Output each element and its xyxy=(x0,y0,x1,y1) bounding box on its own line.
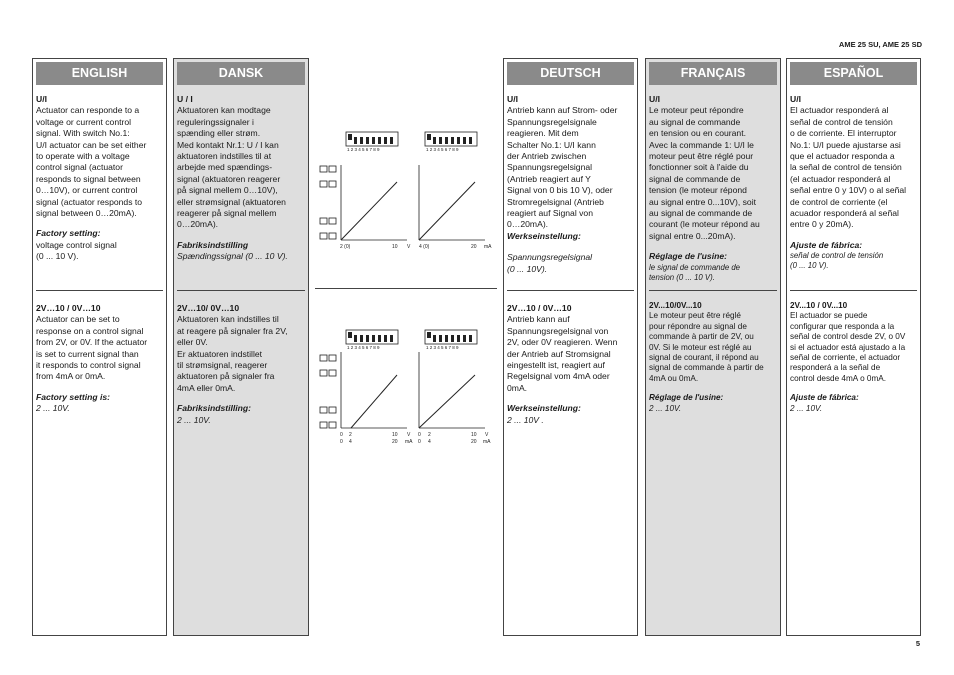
section-signal-range xyxy=(507,303,634,426)
section-signal-range xyxy=(36,303,163,415)
column-title: DANSK xyxy=(177,62,305,85)
factory-setting-value: le signal de commande de tension (0 ... 10 V). xyxy=(649,262,741,282)
axis-lines xyxy=(419,352,485,428)
factory-setting-value: 2 ... 10V. xyxy=(649,403,682,413)
tick-label: 0 xyxy=(340,432,343,438)
axis-lines xyxy=(341,352,407,428)
section-label: 2V…10/ 0V…10 xyxy=(177,303,240,313)
tick-label: V xyxy=(485,432,489,438)
section-label: U/I xyxy=(649,94,660,104)
column-title: ENGLISH xyxy=(36,62,163,85)
characteristic-line xyxy=(341,182,397,240)
actuator-symbols-top xyxy=(320,166,336,239)
factory-setting-label: Ajuste de fábrica: xyxy=(790,393,859,403)
tick-label: 10 xyxy=(392,244,398,250)
factory-setting-value: 2 ... 10V . xyxy=(507,414,544,425)
factory-setting-value: 2 ... 10V. xyxy=(790,403,823,413)
section-label: U/I xyxy=(507,94,518,104)
tick-label: 4 xyxy=(349,439,352,445)
tick-label: V xyxy=(407,244,411,250)
section-signal-range xyxy=(790,301,917,414)
factory-setting-label: Réglage de l'usine: xyxy=(649,393,724,403)
section-divider xyxy=(649,290,777,291)
factory-setting-label: Ajuste de fábrica: xyxy=(790,239,863,250)
section-text: Le moteur peut être réglé pour répondre au signal de commande à partir de 2V, ou 0V. Si le moteur est réglé au signal de courant, il répond au signal de commande à partir de 4mA ou 0mA. xyxy=(649,311,764,383)
section-ui xyxy=(177,94,305,263)
section-label: 2V...10/0V...10 xyxy=(649,301,702,310)
characteristic-line xyxy=(419,182,475,240)
tick-label: 2 xyxy=(349,432,352,438)
section-label: U/I xyxy=(36,94,47,104)
tick-label: 0 xyxy=(340,439,343,445)
section-divider xyxy=(790,290,917,291)
actuator-symbols-bottom xyxy=(320,355,336,428)
characteristic-line xyxy=(419,375,475,428)
section-text: Le moteur peut répondre au signal de commande en tension ou en courant. Avec la commande 1: U/I le moteur peut être réglé pour fonctionner soit à l'aide du signal de commande de tension (le moteur répond au signal entre 0...10V), soit au signal de commande de courant (le moteur répond au signal entre 0...20mA). xyxy=(649,105,760,241)
section-label: 2V…10 / 0V…10 xyxy=(507,303,572,313)
tick-label: 10 xyxy=(392,432,398,438)
section-ui xyxy=(790,94,917,271)
factory-setting-value: 2 ... 10V. xyxy=(177,414,211,425)
document-header: AME 25 SU, AME 25 SD xyxy=(838,40,922,49)
factory-setting-value: Spændingssignal (0 ... 10 V). xyxy=(177,251,288,262)
column-english xyxy=(32,58,167,636)
section-ui xyxy=(507,94,634,275)
tick-label: 4 (0) xyxy=(419,244,430,250)
characteristic-diagrams xyxy=(315,120,500,450)
tick-label: 10 xyxy=(471,432,477,438)
section-divider xyxy=(507,290,634,291)
tick-label: 4 xyxy=(428,439,431,445)
factory-setting-value: 2 ... 10V. xyxy=(36,403,70,414)
tick-label: mA xyxy=(405,439,413,445)
column-espanol xyxy=(786,58,921,636)
tick-label: 2 xyxy=(428,432,431,438)
column-title: DEUTSCH xyxy=(507,62,634,85)
dip-numbers: 1 2 3 4 5 6 7 8 9 xyxy=(347,147,380,152)
column-dansk xyxy=(173,58,309,636)
section-signal-range xyxy=(649,301,777,414)
section-text: El actuador responderá al señal de control de tensión o de corriente. El interruptor No.1: U/I puede ajustarse asi que el actuador responda a la señal de control de tensión (el actuador responderá al señal entre 0 y 10V) o al señal de control de corriente (el acuador responderá al señal entre 0 y 20mA). xyxy=(790,105,907,230)
factory-setting-label: Factory setting is: xyxy=(36,391,111,402)
section-text: Actuator can responde to a voltage or current control signal. With switch No.1: U/I actuator can be set either to operate with a voltage control signal (actuator responds to signal between 0…10V), or current control signal (actuator responds to signal between 0…20mA). xyxy=(36,105,147,219)
tick-label: 2 (0) xyxy=(340,244,351,250)
tick-label: V xyxy=(407,432,411,438)
section-divider xyxy=(36,290,163,291)
column-francais xyxy=(645,58,781,636)
section-text: Aktuatoren kan indstilles til at reagere på signaler fra 2V, eller 0V. Er aktuatoren indstillet til strømsignal, reagerer aktuatoren på signaler fra 4mA eller 0mA. xyxy=(177,314,288,393)
section-label: 2V…10 / 0V…10 xyxy=(36,303,101,313)
dip-numbers: 1 2 3 4 5 6 7 8 9 xyxy=(347,345,380,350)
section-signal-range xyxy=(177,303,305,426)
page-number: 5 xyxy=(915,639,920,648)
section-text: El actuador se puede configurar que responda a la señal de control desde 2V, o 0V si el actuador está ajustado a la señal de corriente, el actuador responderá a la señal de control desde 4mA o 0mA. xyxy=(790,311,906,383)
column-title: ESPAÑOL xyxy=(790,62,917,85)
section-text: Aktuatoren kan modtage reguleringssignaler i spænding eller strøm. Med kontakt Nr.1: U / I kan aktuatoren indstilles til at arbejde med spændings- signal (aktuatoren reagerer på signal mellem 0…10V), eller strømsignal (aktuatoren reagerer på signal mellem 0…20mA). xyxy=(177,105,286,230)
factory-setting-label: Werkseinstellung: xyxy=(507,403,581,414)
factory-setting-label: Werkseinstellung: xyxy=(507,230,581,241)
section-text: Antrieb kann auf Spannungsregelsignal von 2V, oder 0V reagieren. Wenn der Antrieb auf Stromsignal eingestellt ist, reagiert auf Regelsignal vom 4mA oder 0mA. xyxy=(507,314,618,393)
diagram-divider xyxy=(315,288,497,289)
section-divider xyxy=(177,290,305,291)
tick-label: 0 xyxy=(418,439,421,445)
tick-label: mA xyxy=(483,439,491,445)
factory-setting-label: Factory setting: xyxy=(36,228,101,239)
tick-label: 20 xyxy=(392,439,398,445)
tick-label: mA xyxy=(484,244,492,250)
section-label: U/I xyxy=(790,94,801,104)
axis-lines xyxy=(419,165,485,240)
factory-setting-value: voltage control signal (0 ... 10 V). xyxy=(36,239,117,262)
section-label: 2V...10 / 0V...10 xyxy=(790,301,848,310)
dip-numbers: 1 2 3 4 5 6 7 8 9 xyxy=(426,345,459,350)
factory-setting-label: Fabriksindstilling xyxy=(177,239,249,250)
section-ui xyxy=(649,94,777,283)
axis-lines xyxy=(341,165,407,240)
tick-label: 20 xyxy=(471,244,477,250)
factory-setting-value: Spannungsregelsignal (0 ... 10V). xyxy=(507,252,593,274)
factory-setting-value: señal de control de tensión (0 ... 10 V). xyxy=(790,251,884,271)
section-text: Actuator can be set to response on a control signal from 2V, or 0V. If the actuator is set to current signal than it responds to control signal from 4mA or 0mA. xyxy=(36,314,148,382)
tick-label: 0 xyxy=(418,432,421,438)
section-text: Antrieb kann auf Strom- oder Spannungsregelsignale reagieren. Mit dem Schalter No.1: U/I kann der Antrieb zwischen Spannungsregelsignal (Antrieb reagiert auf Y Signal von 0 bis 10 V), oder Stromregelsignal (Antrieb reagiert auf Signal von 0…20mA). xyxy=(507,105,618,230)
section-label: U / I xyxy=(177,94,193,104)
tick-label: 20 xyxy=(471,439,477,445)
section-ui xyxy=(36,94,163,263)
column-deutsch xyxy=(503,58,638,636)
column-title: FRANÇAIS xyxy=(649,62,777,85)
characteristic-line xyxy=(351,375,397,428)
factory-setting-label: Fabriksindstilling: xyxy=(177,403,252,414)
dip-numbers: 1 2 3 4 5 6 7 8 9 xyxy=(426,147,459,152)
factory-setting-label: Réglage de l'usine: xyxy=(649,251,727,262)
